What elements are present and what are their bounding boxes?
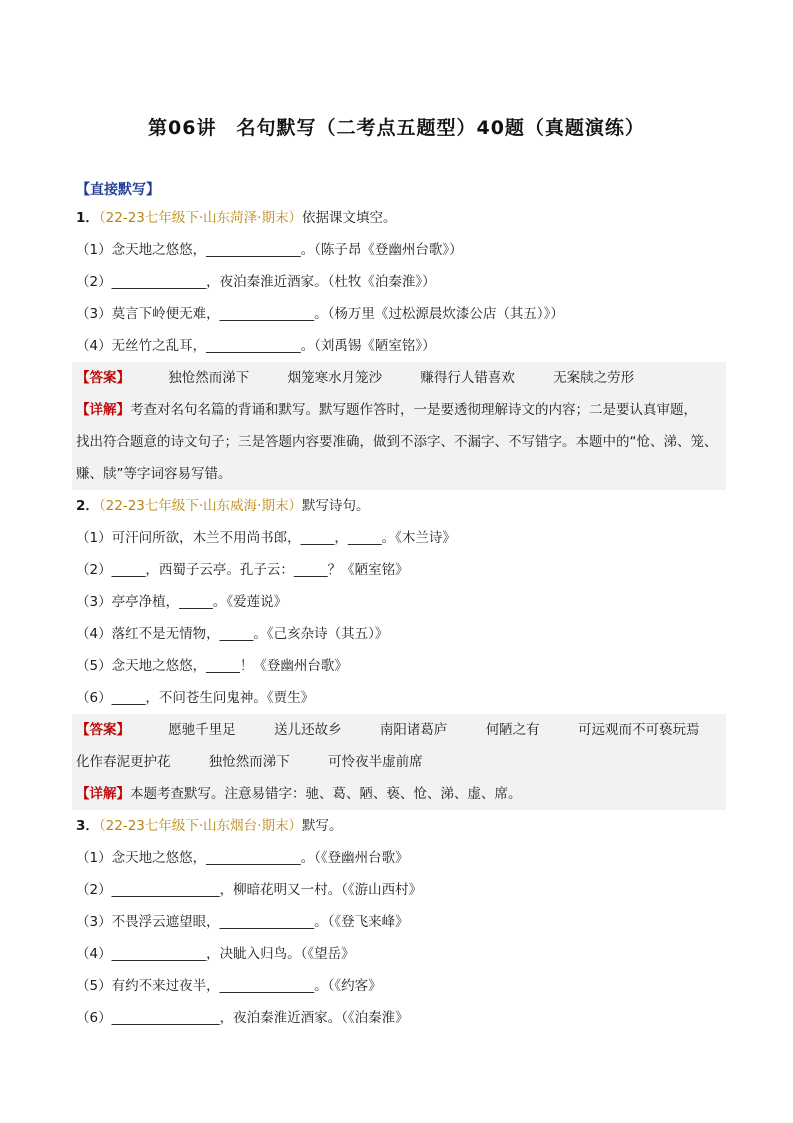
- question-1-item-4: （4）无丝竹之乱耳，______________。（刘禹锡《陋室铭》）: [76, 338, 436, 354]
- question-2-item-6: （6）_____，不问苍生问鬼神。《贾生》: [76, 690, 315, 706]
- question-3-item-6: （6）________________，夜泊秦淮近酒家。（《泊秦淮》: [76, 1010, 409, 1026]
- detail-label: 【详解】: [76, 402, 130, 418]
- answer-row: [76, 362, 726, 394]
- question-number: 3．: [76, 818, 99, 834]
- question-number: 2．: [76, 498, 99, 514]
- answer-item: 无案牍之劳形: [553, 370, 635, 386]
- question-2-item-3: （3）亭亭净植，_____。《爱莲说》: [76, 594, 288, 610]
- question-2-item-2: （2）_____，西蜀子云亭。孔子云：_____？《陋室铭》: [76, 562, 409, 578]
- content: [76, 178, 726, 1034]
- question-1-header: [76, 202, 726, 234]
- question-stem: 依据课文填空。: [301, 210, 397, 226]
- answer-item: 可远观而不可亵玩焉: [577, 722, 700, 738]
- question-1-answer-block: [72, 362, 726, 490]
- question-source: （22-23七年级下·山东烟台·期末）: [98, 818, 302, 834]
- question-1-item-1: （1）念天地之悠悠，______________。（陈子昂《登幽州台歌》）: [76, 242, 463, 258]
- detail-line: [76, 778, 726, 810]
- question-2-answer-block: [72, 714, 726, 810]
- page-title: 第06讲 名句默写（二考点五题型）40题（真题演练）: [148, 117, 645, 139]
- question-stem: 默写诗句。: [301, 498, 370, 514]
- answer-row: [76, 746, 726, 778]
- question-3-item-1: （1）念天地之悠悠，______________。（《登幽州台歌》: [76, 850, 409, 866]
- answer-label: 【答案】: [76, 370, 130, 386]
- question-number: 1．: [76, 210, 99, 226]
- question-source: （22-23七年级下·山东威海·期末）: [98, 498, 302, 514]
- question-stem: 默写。: [301, 818, 343, 834]
- question-2-item-1: （1）可汗问所欲，木兰不用尚书郎，_____，_____。《木兰诗》: [76, 530, 456, 546]
- answer-item: 赚得行人错喜欢: [420, 370, 515, 386]
- answer-item: 化作春泥更护花: [76, 754, 171, 770]
- answer-item: 烟笼寒水月笼沙: [287, 370, 383, 386]
- question-2-item-5: （5）念天地之悠悠，_____！《登幽州台歌》: [76, 658, 348, 674]
- question-3-item-4: （4）______________，决眦入归鸟。（《望岳》: [76, 946, 355, 962]
- detail-line: 找出符合题意的诗文句子；三是答题内容要准确，做到不添字、不漏字、不写错字。本题中的“怆、涕、笼、: [76, 434, 718, 450]
- answer-item: 可怜夜半虚前席: [328, 754, 423, 770]
- question-1-item-3: （3）莫言下岭便无难，______________。（杨万里《过松源晨炊漆公店（其五）》）: [76, 306, 564, 322]
- section-heading: 【直接默写】: [76, 182, 160, 198]
- question-3-item-3: （3）不畏浮云遮望眼，______________。（《登飞来峰》: [76, 914, 409, 930]
- answer-row: [76, 714, 726, 746]
- detail-line: 赚、牍”等字词容易写错。: [76, 466, 232, 482]
- answer-item: 送儿还故乡: [274, 722, 342, 738]
- detail-text: 本题考查默写。注意易错字：驰、葛、陋、亵、怆、涕、虚、席。: [130, 786, 522, 802]
- question-3-item-2: （2）________________，柳暗花明又一村。（《游山西村》: [76, 882, 423, 898]
- question-2-header: [76, 490, 726, 522]
- detail-text: 考查对名句名篇的背诵和默写。默写题作答时，一是要透彻理解诗文的内容；二是要认真审题，: [130, 402, 697, 418]
- question-1-item-2: （2）______________，夜泊秦淮近酒家。（杜牧《泊秦淮》）: [76, 274, 436, 290]
- question-source: （22-23七年级下·山东菏泽·期末）: [98, 210, 302, 226]
- question-3-header: [76, 810, 726, 842]
- answer-item: 何陋之有: [485, 722, 540, 738]
- detail-label: 【详解】: [76, 786, 130, 802]
- answer-item: 独怆然而涕下: [168, 370, 250, 386]
- answer-label: 【答案】: [76, 722, 130, 738]
- question-3-item-5: （5）有约不来过夜半，______________。（《约客》: [76, 978, 382, 994]
- detail-line: [76, 394, 726, 426]
- answer-item: 愿驰千里足: [168, 722, 236, 738]
- answer-item: 独怆然而涕下: [208, 754, 290, 770]
- answer-item: 南阳诸葛庐: [379, 722, 448, 738]
- question-2-item-4: （4）落红不是无情物，_____。《己亥杂诗（其五）》: [76, 626, 389, 642]
